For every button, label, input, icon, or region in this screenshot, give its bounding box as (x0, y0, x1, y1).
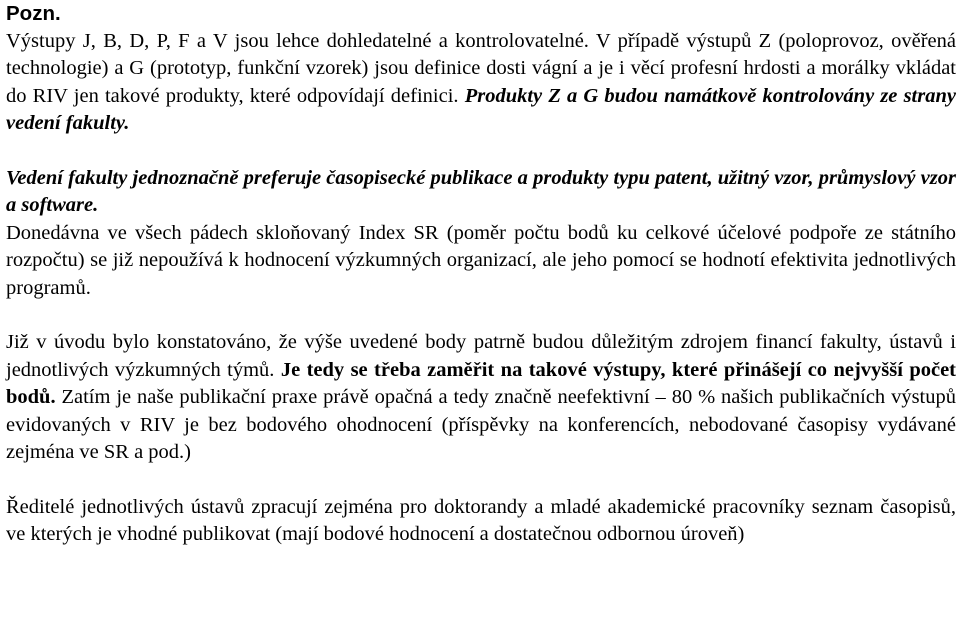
document-body (6, 0, 956, 549)
emphasis-faculty-preference: Vedení fakulty jednoznačně preferuje časopisecké publikace a produkty typu patent, užitný vzor, průmyslový vzor a software. (6, 166, 956, 216)
paragraph-text: Zatím je naše publikační praxe právě opačná a tedy značně neefektivní – 80 % našich publikačních výstupů evidovaných v RIV je bez bodového ohodnocení (příspěvky na konferencích, nebodované časopisy vydávané zejména ve SR a pod.) (6, 386, 956, 463)
paragraph-faculty-preference (6, 165, 956, 220)
paragraph-index-sr (6, 220, 956, 303)
paragraph-text: Donedávna ve všech pádech skloňovaný Index SR (poměr počtu bodů ku celkové účelové podpoře ze státního rozpočtu) se již nepoužívá k hodnocení výzkumných organizací, ale jeho pomocí se hodnotí efektivita jednotlivých programů. (6, 221, 956, 299)
emphasis-random-check: Produkty Z a G budou namátkově kontrolovány ze strany vedení fakulty. (6, 84, 956, 134)
paragraph-text: Již v úvodu bylo konstatováno, že výše uvedené body patrně budou důležitým zdrojem financí fakulty, ústavů i jednotlivých výzkumných týmů. (6, 331, 956, 381)
note-heading: Pozn. (6, 2, 61, 25)
emphasis-max-points: Je tedy se třeba zaměřit na takové výstupy, které přinášejí co nejvyšší počet bodů. (6, 358, 957, 408)
paragraph-text: Výstupy J, B, D, P, F a V jsou lehce dohledatelné a kontrolovatelné. V případě výstupů Z (poloprovoz, ověřená technologie) a G (prototyp, funkční vzorek) jsou definice dosti vágní a je i věcí profesní hrdosti a morálky vkládat do RIV jen takové produkty, které odpovídají definici. (6, 29, 956, 107)
paragraph-journal-list (6, 494, 956, 549)
paragraph-funding-points (6, 329, 956, 467)
paragraph-text: Ředitelé jednotlivých ústavů zpracují zejména pro doktorandy a mladé akademické pracovníky seznam časopisů, ve kterých je vhodné publikovat (mají bodové hodnocení a dostatečnou odbornou úroveň) (6, 495, 956, 545)
paragraph-outputs-verification (6, 28, 956, 138)
